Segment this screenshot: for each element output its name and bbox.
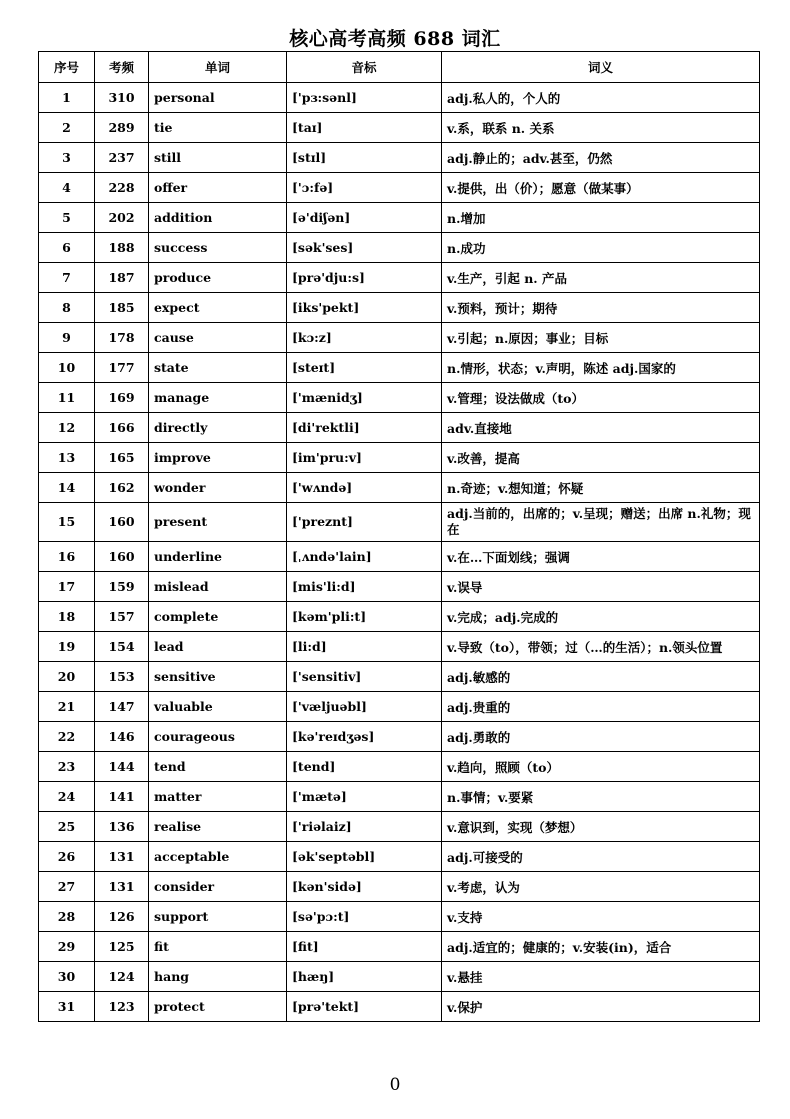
cell-phonetic: ['mænidʒ] — [287, 383, 442, 413]
cell-meaning: n.情形，状态；v.声明，陈述 adj.国家的 — [442, 353, 760, 383]
table-header-row — [39, 52, 760, 83]
cell-word: improve — [149, 443, 287, 473]
cell-word: hang — [149, 962, 287, 992]
cell-meaning: v.管理；设法做成（to） — [442, 383, 760, 413]
table-row — [39, 383, 760, 413]
document-title: 核心高考高频 688 词汇 — [289, 28, 501, 50]
cell-index: 13 — [39, 443, 95, 473]
cell-meaning: v.改善，提高 — [442, 443, 760, 473]
cell-phonetic: [ək'septəbl] — [287, 842, 442, 872]
cell-frequency: 166 — [95, 413, 149, 443]
cell-frequency: 178 — [95, 323, 149, 353]
cell-word: tie — [149, 113, 287, 143]
cell-phonetic: [fit] — [287, 932, 442, 962]
cell-frequency: 289 — [95, 113, 149, 143]
table-row — [39, 233, 760, 263]
cell-index: 8 — [39, 293, 95, 323]
cell-word: offer — [149, 173, 287, 203]
cell-word: directly — [149, 413, 287, 443]
cell-phonetic: [kən'sidə] — [287, 872, 442, 902]
table-row — [39, 962, 760, 992]
cell-phonetic: [sək'ses] — [287, 233, 442, 263]
cell-index: 4 — [39, 173, 95, 203]
table-row — [39, 992, 760, 1022]
cell-frequency: 310 — [95, 83, 149, 113]
cell-word: courageous — [149, 722, 287, 752]
cell-phonetic: [li:d] — [287, 632, 442, 662]
page-number: 0 — [389, 1075, 401, 1095]
header-phonetic: 音标 — [287, 52, 442, 83]
header-meaning: 词义 — [442, 52, 760, 83]
cell-frequency: 160 — [95, 503, 149, 542]
cell-phonetic: [iks'pekt] — [287, 293, 442, 323]
table-row — [39, 173, 760, 203]
cell-phonetic: [kɔ:z] — [287, 323, 442, 353]
cell-frequency: 169 — [95, 383, 149, 413]
cell-index: 3 — [39, 143, 95, 173]
cell-phonetic: ['sensitiv] — [287, 662, 442, 692]
cell-frequency: 146 — [95, 722, 149, 752]
cell-frequency: 162 — [95, 473, 149, 503]
cell-index: 11 — [39, 383, 95, 413]
cell-index: 22 — [39, 722, 95, 752]
table-row — [39, 782, 760, 812]
cell-word: success — [149, 233, 287, 263]
table-row — [39, 692, 760, 722]
cell-meaning: v.导致（to），带领；过（…的生活）；n.领头位置 — [442, 632, 760, 662]
cell-meaning: adj.贵重的 — [442, 692, 760, 722]
cell-phonetic: [hæŋ] — [287, 962, 442, 992]
cell-phonetic: [im'pru:v] — [287, 443, 442, 473]
cell-meaning: v.支持 — [442, 902, 760, 932]
table-row — [39, 812, 760, 842]
cell-frequency: 237 — [95, 143, 149, 173]
cell-word: present — [149, 503, 287, 542]
cell-word: wonder — [149, 473, 287, 503]
cell-meaning: v.误导 — [442, 572, 760, 602]
cell-frequency: 157 — [95, 602, 149, 632]
cell-meaning: adj.当前的，出席的；v.呈现；赠送；出席 n.礼物；现在 — [442, 503, 760, 542]
cell-frequency: 131 — [95, 842, 149, 872]
cell-frequency: 160 — [95, 542, 149, 572]
cell-word: mislead — [149, 572, 287, 602]
cell-phonetic: [di'rektli] — [287, 413, 442, 443]
table-row — [39, 83, 760, 113]
cell-frequency: 187 — [95, 263, 149, 293]
cell-phonetic: ['ɔ:fə] — [287, 173, 442, 203]
cell-frequency: 126 — [95, 902, 149, 932]
cell-index: 20 — [39, 662, 95, 692]
cell-frequency: 165 — [95, 443, 149, 473]
cell-index: 23 — [39, 752, 95, 782]
cell-index: 16 — [39, 542, 95, 572]
cell-frequency: 141 — [95, 782, 149, 812]
cell-meaning: n.事情；v.要紧 — [442, 782, 760, 812]
cell-meaning: v.意识到，实现（梦想） — [442, 812, 760, 842]
cell-meaning: v.完成；adj.完成的 — [442, 602, 760, 632]
cell-word: protect — [149, 992, 287, 1022]
cell-word: personal — [149, 83, 287, 113]
cell-index: 18 — [39, 602, 95, 632]
cell-index: 2 — [39, 113, 95, 143]
cell-meaning: adj.静止的；adv.甚至，仍然 — [442, 143, 760, 173]
table-row — [39, 872, 760, 902]
cell-word: still — [149, 143, 287, 173]
cell-phonetic: ['væljuəbl] — [287, 692, 442, 722]
cell-frequency: 228 — [95, 173, 149, 203]
table-row — [39, 902, 760, 932]
cell-frequency: 125 — [95, 932, 149, 962]
cell-word: support — [149, 902, 287, 932]
cell-meaning: v.趋向，照顾（to） — [442, 752, 760, 782]
table-row — [39, 503, 760, 542]
cell-meaning: v.提供，出（价）；愿意（做某事） — [442, 173, 760, 203]
table-row — [39, 752, 760, 782]
cell-word: underline — [149, 542, 287, 572]
table-row — [39, 353, 760, 383]
table-row — [39, 602, 760, 632]
table-row — [39, 932, 760, 962]
cell-frequency: 131 — [95, 872, 149, 902]
table-row — [39, 293, 760, 323]
table-row — [39, 542, 760, 572]
cell-index: 12 — [39, 413, 95, 443]
table-row — [39, 473, 760, 503]
cell-meaning: v.系，联系 n. 关系 — [442, 113, 760, 143]
cell-index: 28 — [39, 902, 95, 932]
cell-word: valuable — [149, 692, 287, 722]
cell-index: 15 — [39, 503, 95, 542]
cell-index: 25 — [39, 812, 95, 842]
cell-phonetic: [kəm'pli:t] — [287, 602, 442, 632]
table-row — [39, 263, 760, 293]
cell-index: 31 — [39, 992, 95, 1022]
cell-word: sensitive — [149, 662, 287, 692]
cell-frequency: 124 — [95, 962, 149, 992]
cell-phonetic: ['riəlaiz] — [287, 812, 442, 842]
cell-meaning: adj.勇敢的 — [442, 722, 760, 752]
cell-word: produce — [149, 263, 287, 293]
cell-word: realise — [149, 812, 287, 842]
cell-meaning: v.预料，预计；期待 — [442, 293, 760, 323]
cell-phonetic: [ə'diʃən] — [287, 203, 442, 233]
cell-index: 26 — [39, 842, 95, 872]
table-row — [39, 662, 760, 692]
cell-word: acceptable — [149, 842, 287, 872]
table-row — [39, 413, 760, 443]
cell-phonetic: [mis'li:d] — [287, 572, 442, 602]
cell-frequency: 136 — [95, 812, 149, 842]
cell-frequency: 177 — [95, 353, 149, 383]
cell-meaning: v.引起；n.原因；事业；目标 — [442, 323, 760, 353]
cell-frequency: 153 — [95, 662, 149, 692]
vocabulary-table — [38, 51, 760, 1022]
cell-frequency: 123 — [95, 992, 149, 1022]
cell-word: tend — [149, 752, 287, 782]
cell-meaning: n.成功 — [442, 233, 760, 263]
table-row — [39, 443, 760, 473]
cell-phonetic: ['wʌndə] — [287, 473, 442, 503]
cell-index: 9 — [39, 323, 95, 353]
cell-word: fit — [149, 932, 287, 962]
cell-word: addition — [149, 203, 287, 233]
cell-index: 29 — [39, 932, 95, 962]
cell-meaning: n.增加 — [442, 203, 760, 233]
cell-meaning: adj.敏感的 — [442, 662, 760, 692]
cell-meaning: adv.直接地 — [442, 413, 760, 443]
cell-frequency: 154 — [95, 632, 149, 662]
table-row — [39, 722, 760, 752]
cell-phonetic: [stɪl] — [287, 143, 442, 173]
cell-word: matter — [149, 782, 287, 812]
cell-index: 1 — [39, 83, 95, 113]
table-row — [39, 323, 760, 353]
table-row — [39, 572, 760, 602]
cell-meaning: v.生产，引起 n. 产品 — [442, 263, 760, 293]
cell-word: complete — [149, 602, 287, 632]
cell-phonetic: [taɪ] — [287, 113, 442, 143]
cell-index: 17 — [39, 572, 95, 602]
cell-meaning: adj.私人的，个人的 — [442, 83, 760, 113]
cell-index: 19 — [39, 632, 95, 662]
cell-index: 14 — [39, 473, 95, 503]
cell-word: lead — [149, 632, 287, 662]
table-row — [39, 143, 760, 173]
cell-phonetic: ['preznt] — [287, 503, 442, 542]
cell-frequency: 188 — [95, 233, 149, 263]
cell-index: 24 — [39, 782, 95, 812]
cell-frequency: 144 — [95, 752, 149, 782]
cell-phonetic: ['mætə] — [287, 782, 442, 812]
cell-word: cause — [149, 323, 287, 353]
cell-meaning: n.奇迹；v.想知道；怀疑 — [442, 473, 760, 503]
header-frequency: 考频 — [95, 52, 149, 83]
cell-index: 7 — [39, 263, 95, 293]
cell-phonetic: ['pɜ:sənl] — [287, 83, 442, 113]
cell-word: manage — [149, 383, 287, 413]
cell-meaning: v.在…下面划线；强调 — [442, 542, 760, 572]
cell-phonetic: [tend] — [287, 752, 442, 782]
cell-meaning: v.保护 — [442, 992, 760, 1022]
cell-index: 6 — [39, 233, 95, 263]
cell-frequency: 185 — [95, 293, 149, 323]
cell-phonetic: [prə'tekt] — [287, 992, 442, 1022]
cell-phonetic: [steɪt] — [287, 353, 442, 383]
header-index: 序号 — [39, 52, 95, 83]
cell-frequency: 202 — [95, 203, 149, 233]
table-row — [39, 113, 760, 143]
cell-phonetic: [ˌʌndə'lain] — [287, 542, 442, 572]
table-row — [39, 203, 760, 233]
cell-meaning: v.考虑，认为 — [442, 872, 760, 902]
cell-index: 5 — [39, 203, 95, 233]
cell-phonetic: [prə'dju:s] — [287, 263, 442, 293]
cell-index: 27 — [39, 872, 95, 902]
table-row — [39, 632, 760, 662]
cell-meaning: v.悬挂 — [442, 962, 760, 992]
cell-frequency: 159 — [95, 572, 149, 602]
cell-index: 21 — [39, 692, 95, 722]
table-row — [39, 842, 760, 872]
cell-word: expect — [149, 293, 287, 323]
cell-phonetic: [sə'pɔ:t] — [287, 902, 442, 932]
cell-index: 10 — [39, 353, 95, 383]
cell-word: consider — [149, 872, 287, 902]
cell-meaning: adj.可接受的 — [442, 842, 760, 872]
cell-frequency: 147 — [95, 692, 149, 722]
cell-phonetic: [kə'reɪdʒəs] — [287, 722, 442, 752]
cell-index: 30 — [39, 962, 95, 992]
cell-word: state — [149, 353, 287, 383]
cell-meaning: adj.适宜的；健康的；v.安装(in)，适合 — [442, 932, 760, 962]
header-word: 单词 — [149, 52, 287, 83]
